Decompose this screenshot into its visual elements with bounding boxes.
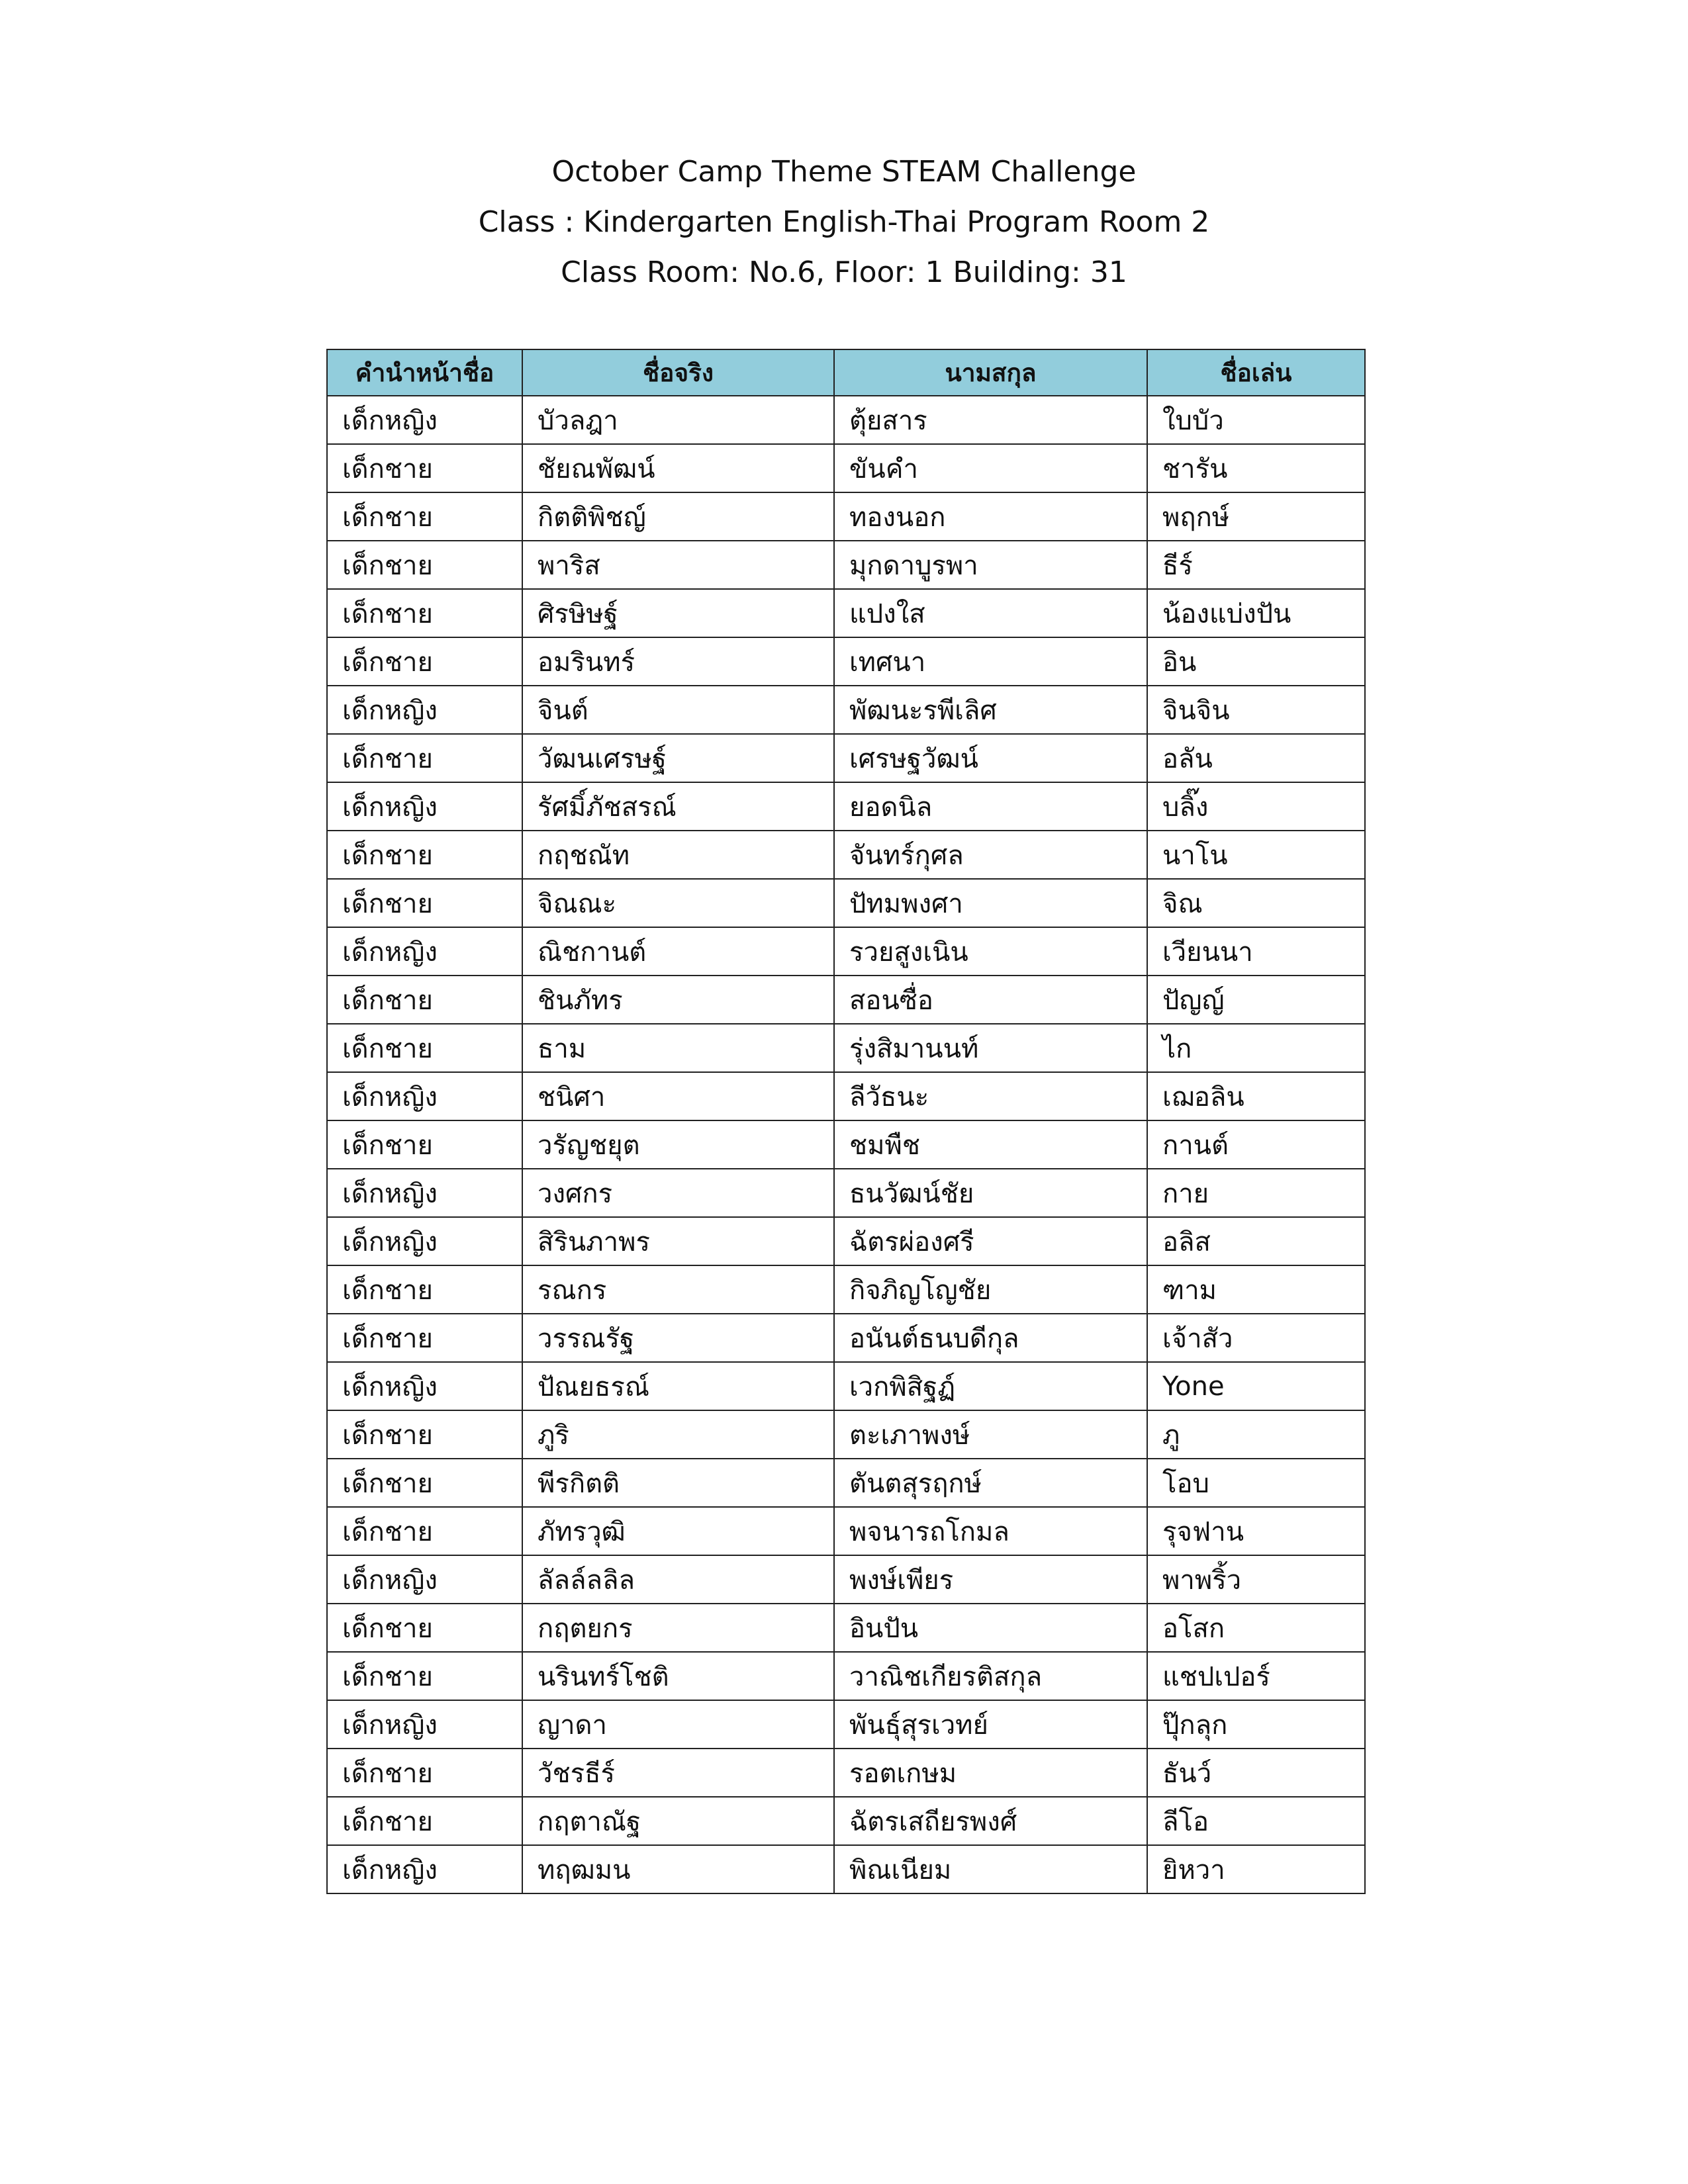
prefix-cell: เด็กชาย — [327, 1459, 522, 1507]
table-row — [327, 1024, 1365, 1072]
nickname-cell: กานต์ — [1147, 1120, 1365, 1169]
nickname-cell: จิณ — [1147, 879, 1365, 927]
prefix-cell: เด็กหญิง — [327, 1555, 522, 1604]
first-name-cell: ศิรษิษฐ์ — [522, 589, 834, 637]
last-name-cell: เวกพิสิฐฏ์ — [834, 1362, 1147, 1410]
first-name-cell: ชนิศา — [522, 1072, 834, 1120]
nickname-cell: อลิส — [1147, 1217, 1365, 1265]
last-name-cell: เทศนา — [834, 637, 1147, 686]
class-line: Class : Kindergarten English-Thai Program Room 2 — [478, 205, 1210, 239]
prefix-cell: เด็กชาย — [327, 879, 522, 927]
last-name-cell: ตะเภาพงษ์ — [834, 1410, 1147, 1459]
first-name-cell: วรรณรัฐ — [522, 1314, 834, 1362]
first-name-cell: ชัยณพัฒน์ — [522, 444, 834, 492]
table-row — [327, 1749, 1365, 1797]
nickname-cell: ฑาม — [1147, 1265, 1365, 1314]
nickname-cell: โอบ — [1147, 1459, 1365, 1507]
nickname-cell: บลิ๊ง — [1147, 782, 1365, 831]
table-row — [327, 927, 1365, 976]
prefix-cell: เด็กหญิง — [327, 1072, 522, 1120]
table-row — [327, 1459, 1365, 1507]
first-name-cell: ญาดา — [522, 1700, 834, 1749]
room-line: Class Room: No.6, Floor: 1 Building: 31 — [561, 255, 1127, 289]
table-row — [327, 1072, 1365, 1120]
prefix-cell: เด็กชาย — [327, 1797, 522, 1845]
nickname-cell: ใบบัว — [1147, 396, 1365, 444]
table-row — [327, 976, 1365, 1024]
prefix-cell: เด็กหญิง — [327, 927, 522, 976]
nickname-cell: ปัญญ์ — [1147, 976, 1365, 1024]
first-name-cell: พาริส — [522, 541, 834, 589]
prefix-cell: เด็กชาย — [327, 734, 522, 782]
prefix-cell: เด็กหญิง — [327, 1217, 522, 1265]
nickname-cell: ธีร์ — [1147, 541, 1365, 589]
prefix-cell: เด็กชาย — [327, 976, 522, 1024]
last-name-cell: อินปัน — [834, 1604, 1147, 1652]
nickname-cell: เฌอลิน — [1147, 1072, 1365, 1120]
table-row — [327, 1120, 1365, 1169]
nickname-cell: อิน — [1147, 637, 1365, 686]
first-name-cell: ทฤฒมน — [522, 1845, 834, 1893]
table-row — [327, 831, 1365, 879]
document-header — [0, 147, 1688, 298]
first-name-cell: วัชรธีร์ — [522, 1749, 834, 1797]
prefix-cell: เด็กหญิง — [327, 686, 522, 734]
table-row — [327, 1700, 1365, 1749]
nickname-cell: ภู — [1147, 1410, 1365, 1459]
nickname-cell: นาโน — [1147, 831, 1365, 879]
first-name-cell: ภูริ — [522, 1410, 834, 1459]
last-name-cell: พจนารถโกมล — [834, 1507, 1147, 1555]
nickname-cell: ไก — [1147, 1024, 1365, 1072]
first-name-cell: พีรกิตติ — [522, 1459, 834, 1507]
last-name-cell: ยอดนิล — [834, 782, 1147, 831]
column-header-prefix: คำนำหน้าชื่อ — [327, 349, 522, 396]
table-row — [327, 1362, 1365, 1410]
prefix-cell: เด็กหญิง — [327, 1362, 522, 1410]
nickname-cell: เจ้าสัว — [1147, 1314, 1365, 1362]
prefix-cell: เด็กชาย — [327, 589, 522, 637]
table-row — [327, 1507, 1365, 1555]
last-name-cell: พงษ์เพียร — [834, 1555, 1147, 1604]
prefix-cell: เด็กหญิง — [327, 1169, 522, 1217]
first-name-cell: ชินภัทร — [522, 976, 834, 1024]
column-header-nickname: ชื่อเล่น — [1147, 349, 1365, 396]
table-header-row — [327, 349, 1365, 396]
nickname-cell: Yone — [1147, 1362, 1365, 1410]
prefix-cell: เด็กหญิง — [327, 396, 522, 444]
prefix-cell: เด็กชาย — [327, 831, 522, 879]
first-name-cell: วงศกร — [522, 1169, 834, 1217]
table-row — [327, 1265, 1365, 1314]
prefix-cell: เด็กชาย — [327, 1507, 522, 1555]
first-name-cell: ณิชกานต์ — [522, 927, 834, 976]
first-name-cell: รัศมิ์ภัชสรณ์ — [522, 782, 834, 831]
prefix-cell: เด็กหญิง — [327, 1700, 522, 1749]
table-row — [327, 1652, 1365, 1700]
column-header-last-name: นามสกุล — [834, 349, 1147, 396]
last-name-cell: มุกดาบูรพา — [834, 541, 1147, 589]
first-name-cell: จินต์ — [522, 686, 834, 734]
student-roster-table — [326, 349, 1366, 1894]
last-name-cell: ทองนอก — [834, 492, 1147, 541]
table-row — [327, 541, 1365, 589]
last-name-cell: วาณิชเกียรติสกุล — [834, 1652, 1147, 1700]
table-row — [327, 396, 1365, 444]
nickname-cell: ลีโอ — [1147, 1797, 1365, 1845]
last-name-cell: ตุ้ยสาร — [834, 396, 1147, 444]
table-row — [327, 492, 1365, 541]
first-name-cell: สิรินภาพร — [522, 1217, 834, 1265]
prefix-cell: เด็กชาย — [327, 1024, 522, 1072]
last-name-cell: พิณเนียม — [834, 1845, 1147, 1893]
last-name-cell: อนันต์ธนบดีกุล — [834, 1314, 1147, 1362]
first-name-cell: ปัณยธรณ์ — [522, 1362, 834, 1410]
last-name-cell: ธนวัฒน์ชัย — [834, 1169, 1147, 1217]
first-name-cell: วัฒนเศรษฐ์ — [522, 734, 834, 782]
last-name-cell: ลีวัธนะ — [834, 1072, 1147, 1120]
table-row — [327, 879, 1365, 927]
prefix-cell: เด็กชาย — [327, 1749, 522, 1797]
first-name-cell: รณกร — [522, 1265, 834, 1314]
last-name-cell: กิจภิญโญชัย — [834, 1265, 1147, 1314]
prefix-cell: เด็กชาย — [327, 1410, 522, 1459]
last-name-cell: ขันคำ — [834, 444, 1147, 492]
last-name-cell: เศรษฐวัฒน์ — [834, 734, 1147, 782]
table-row — [327, 734, 1365, 782]
table-row — [327, 1604, 1365, 1652]
prefix-cell: เด็กหญิง — [327, 782, 522, 831]
prefix-cell: เด็กชาย — [327, 444, 522, 492]
document-title: October Camp Theme STEAM Challenge — [551, 155, 1137, 189]
first-name-cell: กฤชณัท — [522, 831, 834, 879]
last-name-cell: จันทร์กุศล — [834, 831, 1147, 879]
nickname-cell: กาย — [1147, 1169, 1365, 1217]
prefix-cell: เด็กชาย — [327, 1652, 522, 1700]
table-row — [327, 1845, 1365, 1893]
last-name-cell: ตันตสุรฤกษ์ — [834, 1459, 1147, 1507]
prefix-cell: เด็กชาย — [327, 1265, 522, 1314]
last-name-cell: รอตเกษม — [834, 1749, 1147, 1797]
nickname-cell: ยิหวา — [1147, 1845, 1365, 1893]
prefix-cell: เด็กชาย — [327, 492, 522, 541]
prefix-cell: เด็กชาย — [327, 1120, 522, 1169]
prefix-cell: เด็กหญิง — [327, 1845, 522, 1893]
table-row — [327, 1555, 1365, 1604]
first-name-cell: จิณณะ — [522, 879, 834, 927]
table-row — [327, 589, 1365, 637]
last-name-cell: ฉัตรเสถียรพงศ์ — [834, 1797, 1147, 1845]
nickname-cell: เวียนนา — [1147, 927, 1365, 976]
first-name-cell: ธาม — [522, 1024, 834, 1072]
nickname-cell: อโสก — [1147, 1604, 1365, 1652]
nickname-cell: ปุ๊กลุก — [1147, 1700, 1365, 1749]
table-row — [327, 1410, 1365, 1459]
last-name-cell: ปัทมพงศา — [834, 879, 1147, 927]
first-name-cell: กฤตาณัฐ — [522, 1797, 834, 1845]
nickname-cell: พาพริ้ว — [1147, 1555, 1365, 1604]
table-row — [327, 1169, 1365, 1217]
first-name-cell: กิตติพิชญ์ — [522, 492, 834, 541]
first-name-cell: บัวลฎา — [522, 396, 834, 444]
prefix-cell: เด็กชาย — [327, 637, 522, 686]
first-name-cell: วรัญชยุต — [522, 1120, 834, 1169]
nickname-cell: น้องแบ่งปัน — [1147, 589, 1365, 637]
prefix-cell: เด็กชาย — [327, 1314, 522, 1362]
first-name-cell: นรินทร์โชติ — [522, 1652, 834, 1700]
first-name-cell: กฤตยกร — [522, 1604, 834, 1652]
table-row — [327, 1314, 1365, 1362]
last-name-cell: พัฒนะรพีเลิศ — [834, 686, 1147, 734]
last-name-cell: สอนซื่อ — [834, 976, 1147, 1024]
last-name-cell: แปงใส — [834, 589, 1147, 637]
table-row — [327, 686, 1365, 734]
nickname-cell: จินจิน — [1147, 686, 1365, 734]
last-name-cell: ฉัตรผ่องศรี — [834, 1217, 1147, 1265]
nickname-cell: ชารัน — [1147, 444, 1365, 492]
last-name-cell: รวยสูงเนิน — [834, 927, 1147, 976]
last-name-cell: รุ่งสิมานนท์ — [834, 1024, 1147, 1072]
first-name-cell: ภัทรวุฒิ — [522, 1507, 834, 1555]
nickname-cell: พฤกษ์ — [1147, 492, 1365, 541]
first-name-cell: อมรินทร์ — [522, 637, 834, 686]
first-name-cell: ลัลล์ลลิล — [522, 1555, 834, 1604]
table-row — [327, 444, 1365, 492]
nickname-cell: แชปเปอร์ — [1147, 1652, 1365, 1700]
nickname-cell: ธันว์ — [1147, 1749, 1365, 1797]
last-name-cell: ชมพืช — [834, 1120, 1147, 1169]
prefix-cell: เด็กชาย — [327, 541, 522, 589]
table-header — [327, 349, 1365, 396]
nickname-cell: รุจฟาน — [1147, 1507, 1365, 1555]
table-row — [327, 1217, 1365, 1265]
column-header-first-name: ชื่อจริง — [522, 349, 834, 396]
table-body — [327, 396, 1365, 1893]
nickname-cell: อลัน — [1147, 734, 1365, 782]
table-row — [327, 782, 1365, 831]
table-row — [327, 637, 1365, 686]
table-row — [327, 1797, 1365, 1845]
prefix-cell: เด็กชาย — [327, 1604, 522, 1652]
last-name-cell: พันธุ์สุรเวทย์ — [834, 1700, 1147, 1749]
